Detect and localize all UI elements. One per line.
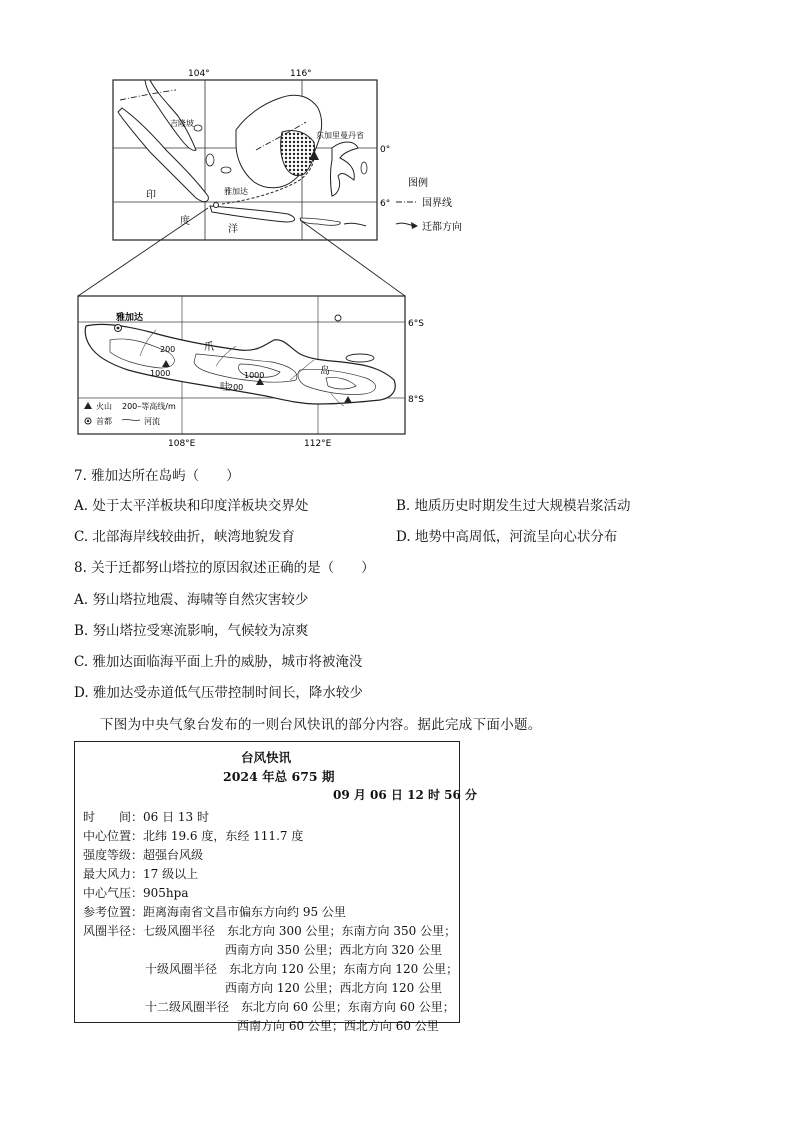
island-label-1: 爪 — [204, 342, 214, 353]
legend-title: 图例 — [408, 178, 428, 189]
bulletin-max-wind: 最大风力：17 级以上 — [83, 867, 199, 881]
bulletin-r12-line1: 十二级风圈半径 东北方向 60 公里；东南方向 60 公里； — [145, 1000, 455, 1014]
lat-label-0: 0° — [380, 145, 391, 155]
contour-label-1: 200 — [160, 345, 176, 354]
q7-option-d: D. 地势中高周低，河流呈向心状分布 — [396, 529, 618, 545]
bulletin-issue: 2024 年总 675 期 — [223, 769, 335, 784]
q7-option-a: A. 处于太平洋板块和印度洋板块交界处 — [74, 498, 309, 514]
bulletin-center: 中心位置：北纬 19.6 度，东经 111.7 度 — [83, 829, 304, 843]
q8-option-c: C. 雅加达面临海平面上升的威胁，城市将被淹没 — [74, 654, 363, 670]
lat-label-6s: 6°S — [408, 319, 424, 329]
q7-option-c: C. 北部海岸线较曲折，峡湾地貌发育 — [74, 529, 295, 545]
ocean-label-2: 度 — [180, 216, 190, 227]
q8-option-b: B. 努山塔拉受寒流影响，气候较为凉爽 — [74, 623, 309, 639]
legend-river: 河流 — [144, 417, 160, 426]
q8-stem: 8. 关于迁都努山塔拉的原因叙述正确的是（ ） — [74, 560, 375, 576]
bulletin-intensity: 强度等级：超强台风级 — [83, 848, 204, 862]
island-label-3: 岛 — [320, 366, 330, 377]
q7-option-b: B. 地质历史时期发生过大规模岩浆活动 — [396, 498, 631, 514]
legend-capital: 首都 — [96, 417, 112, 426]
q7-stem: 7. 雅加达所在岛屿（ ） — [74, 468, 240, 484]
bulletin-time: 时 间：06 日 13 时 — [83, 810, 209, 824]
legend-border: 国界线 — [422, 198, 452, 209]
typhoon-intro: 下图为中央气象台发布的一则台风快讯的部分内容。据此完成下面小题。 — [100, 717, 542, 733]
legend-contour: 200–等高线/m — [122, 402, 176, 411]
contour-label-4: 1000 — [244, 371, 265, 380]
bulletin-r10-line1: 十级风圈半径 东北方向 120 公里；东南方向 120 公里； — [145, 962, 459, 976]
bulletin-reference: 参考位置：距离海南省文昌市偏东方向约 95 公里 — [83, 905, 346, 919]
q8-option-d: D. 雅加达受赤道低气压带控制时间长，降水较少 — [74, 685, 363, 701]
ocean-label-3: 洋 — [228, 224, 238, 235]
q8-option-a: A. 努山塔拉地震、海啸等自然灾害较少 — [74, 592, 309, 608]
bulletin-datetime: 09 月 06 日 12 时 56 分 — [333, 788, 478, 802]
contour-label-3: 200 — [228, 383, 244, 392]
typhoon-bulletin — [74, 741, 478, 1033]
bulletin-title: 台风快讯 — [241, 750, 292, 765]
lon-label-104: 104° — [188, 69, 210, 79]
lat-label-8s: 8°S — [408, 395, 424, 405]
contour-label-2: 1000 — [150, 369, 171, 378]
bulletin-r10-line2: 西南方向 120 公里；西北方向 120 公里 — [225, 981, 443, 995]
place-jakarta: 雅加达 — [224, 187, 248, 196]
ocean-label-1: 印 — [146, 190, 156, 201]
bulletin-r7-line1: 风圈半径：七级风圈半径 东北方向 300 公里；东南方向 350 公里； — [83, 924, 457, 938]
bulletin-r12-line2: 西南方向 60 公里；西北方向 60 公里 — [237, 1019, 439, 1033]
lon-label-112e: 112°E — [304, 439, 332, 449]
place-east-kalimantan: 东加里曼丹省 — [316, 131, 364, 140]
bulletin-pressure: 中心气压：905hpa — [83, 886, 189, 900]
lat-label-6: 6° — [380, 199, 391, 209]
inset-jakarta: 雅加达 — [116, 313, 144, 323]
lon-label-108e: 108°E — [168, 439, 196, 449]
java-inset-map — [0, 0, 794, 450]
legend-volcano: 火山 — [96, 402, 112, 411]
island-label-2: 哇 — [220, 382, 230, 393]
legend-migration: 迁都方向 — [422, 222, 462, 233]
place-singapore: 吉隆坡 — [170, 119, 194, 128]
bulletin-r7-line2: 西南方向 350 公里；西北方向 320 公里 — [225, 943, 443, 957]
lon-label-116: 116° — [290, 69, 312, 79]
